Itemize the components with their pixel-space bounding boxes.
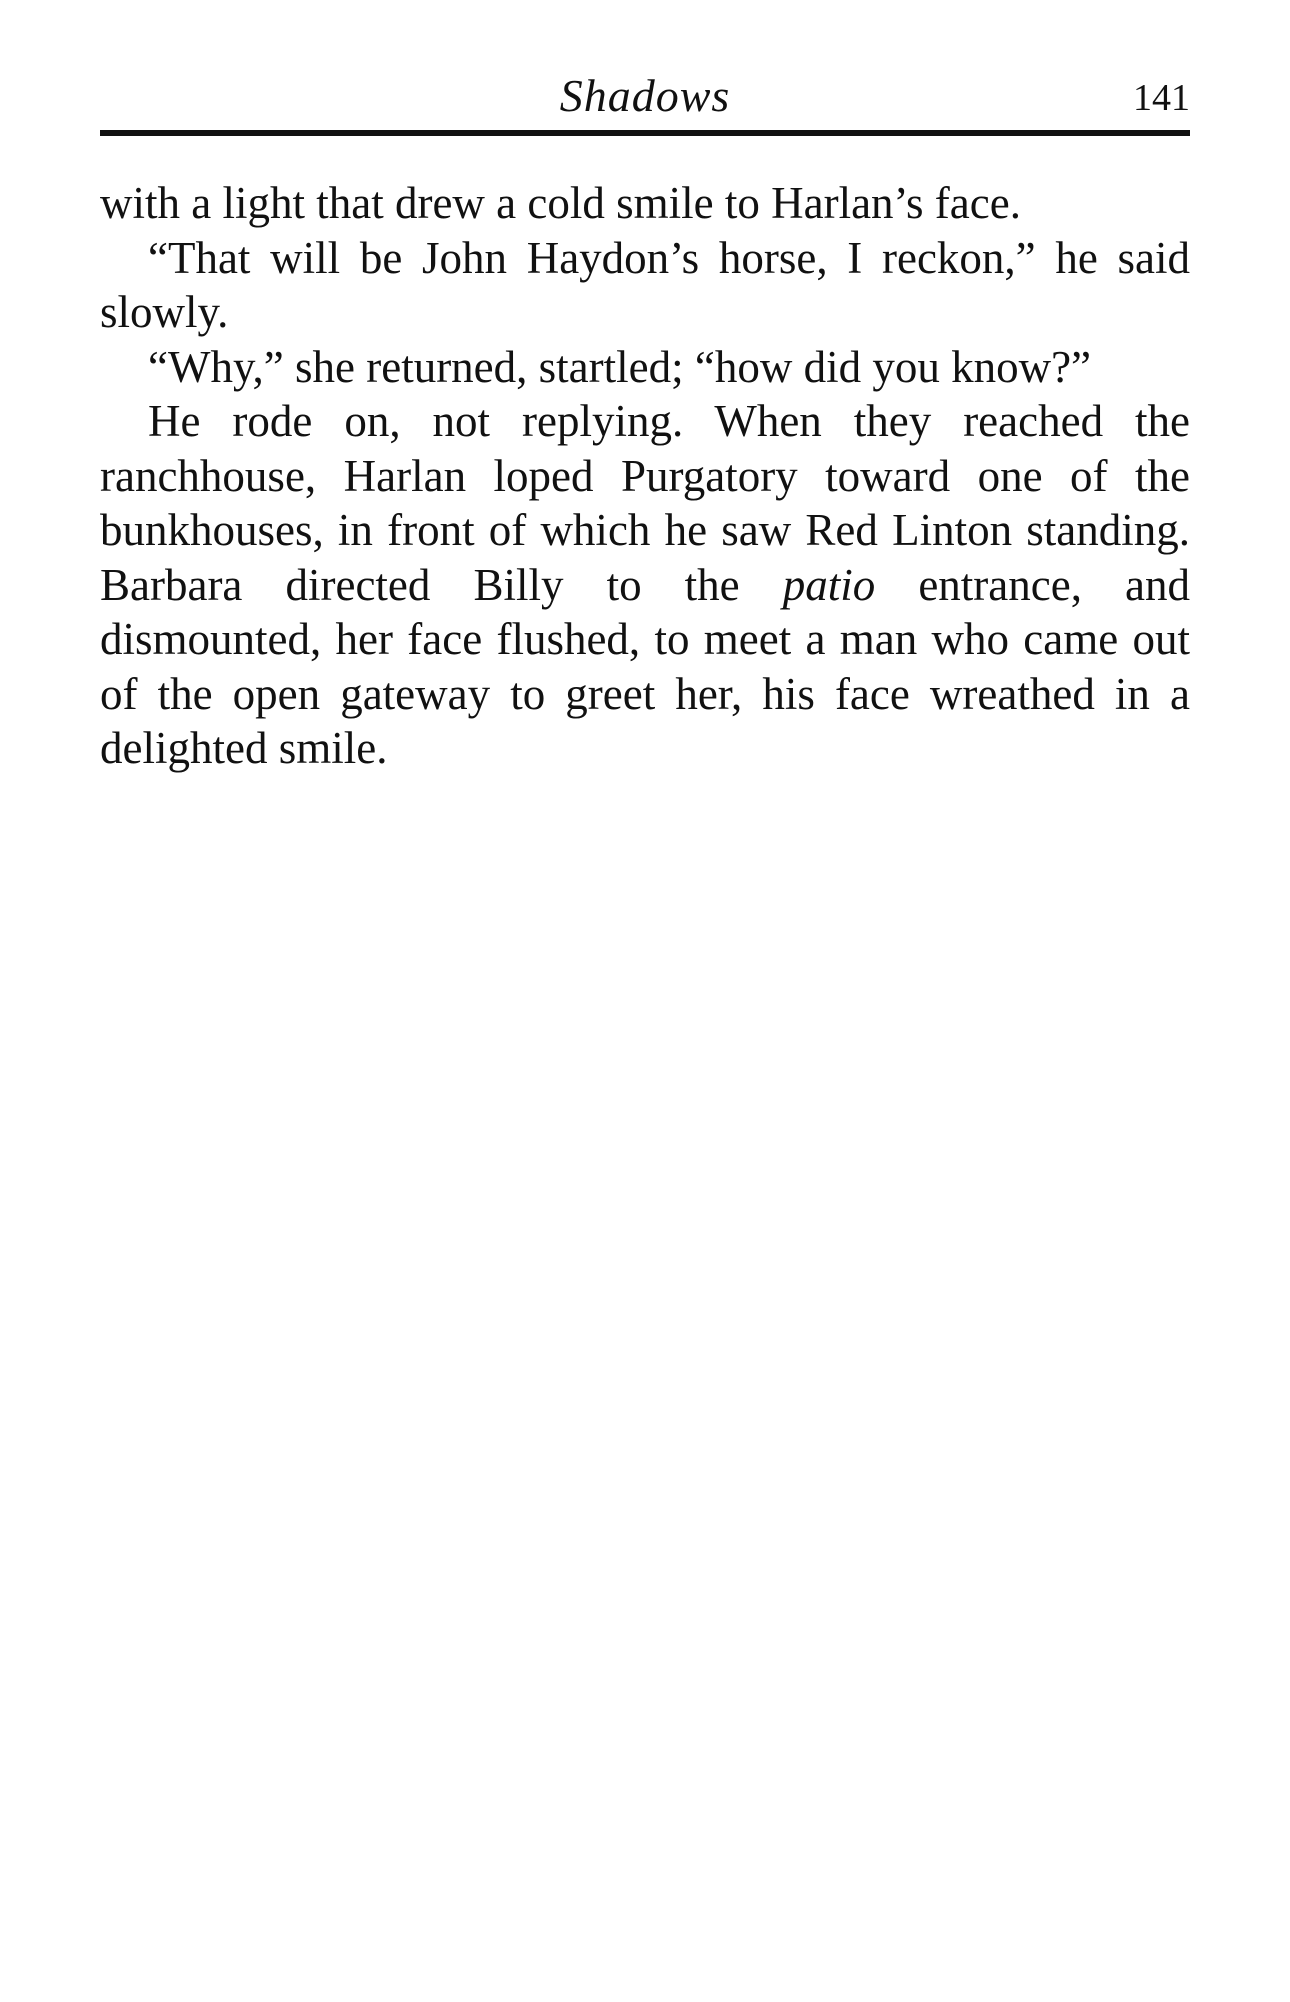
paragraph-dialogue-1: “That will be John Haydon’s horse, I reckon,” he said slowly. [100, 232, 1190, 337]
paragraph-narrative-start: He rode on, not replying. When they reached the ranchhouse, Harlan loped Purgatory toward one of the bunkhouses, in front of which he saw Red Linton standing. Barbara directed Billy to the [100, 396, 1190, 610]
page-number: 141 [1133, 77, 1190, 119]
italic-word: patio [782, 559, 876, 610]
paragraph-dialogue-2: “Why,” she returned, startled; “how did you know?” [148, 341, 1092, 392]
paragraph-continuation: with a light that drew a cold smile to Harlan’s face. [100, 178, 1021, 228]
running-title: Shadows [559, 70, 731, 121]
running-head [100, 60, 1190, 130]
paragraph-narrative [100, 394, 1190, 776]
body-text [100, 176, 1190, 776]
header-rule [100, 130, 1190, 136]
paragraph-narrative-end: entrance, and dismounted, her face flushed, to meet a man who came out of the open gateway to greet her, his face wreathed in a delighted smile. [100, 559, 1190, 773]
